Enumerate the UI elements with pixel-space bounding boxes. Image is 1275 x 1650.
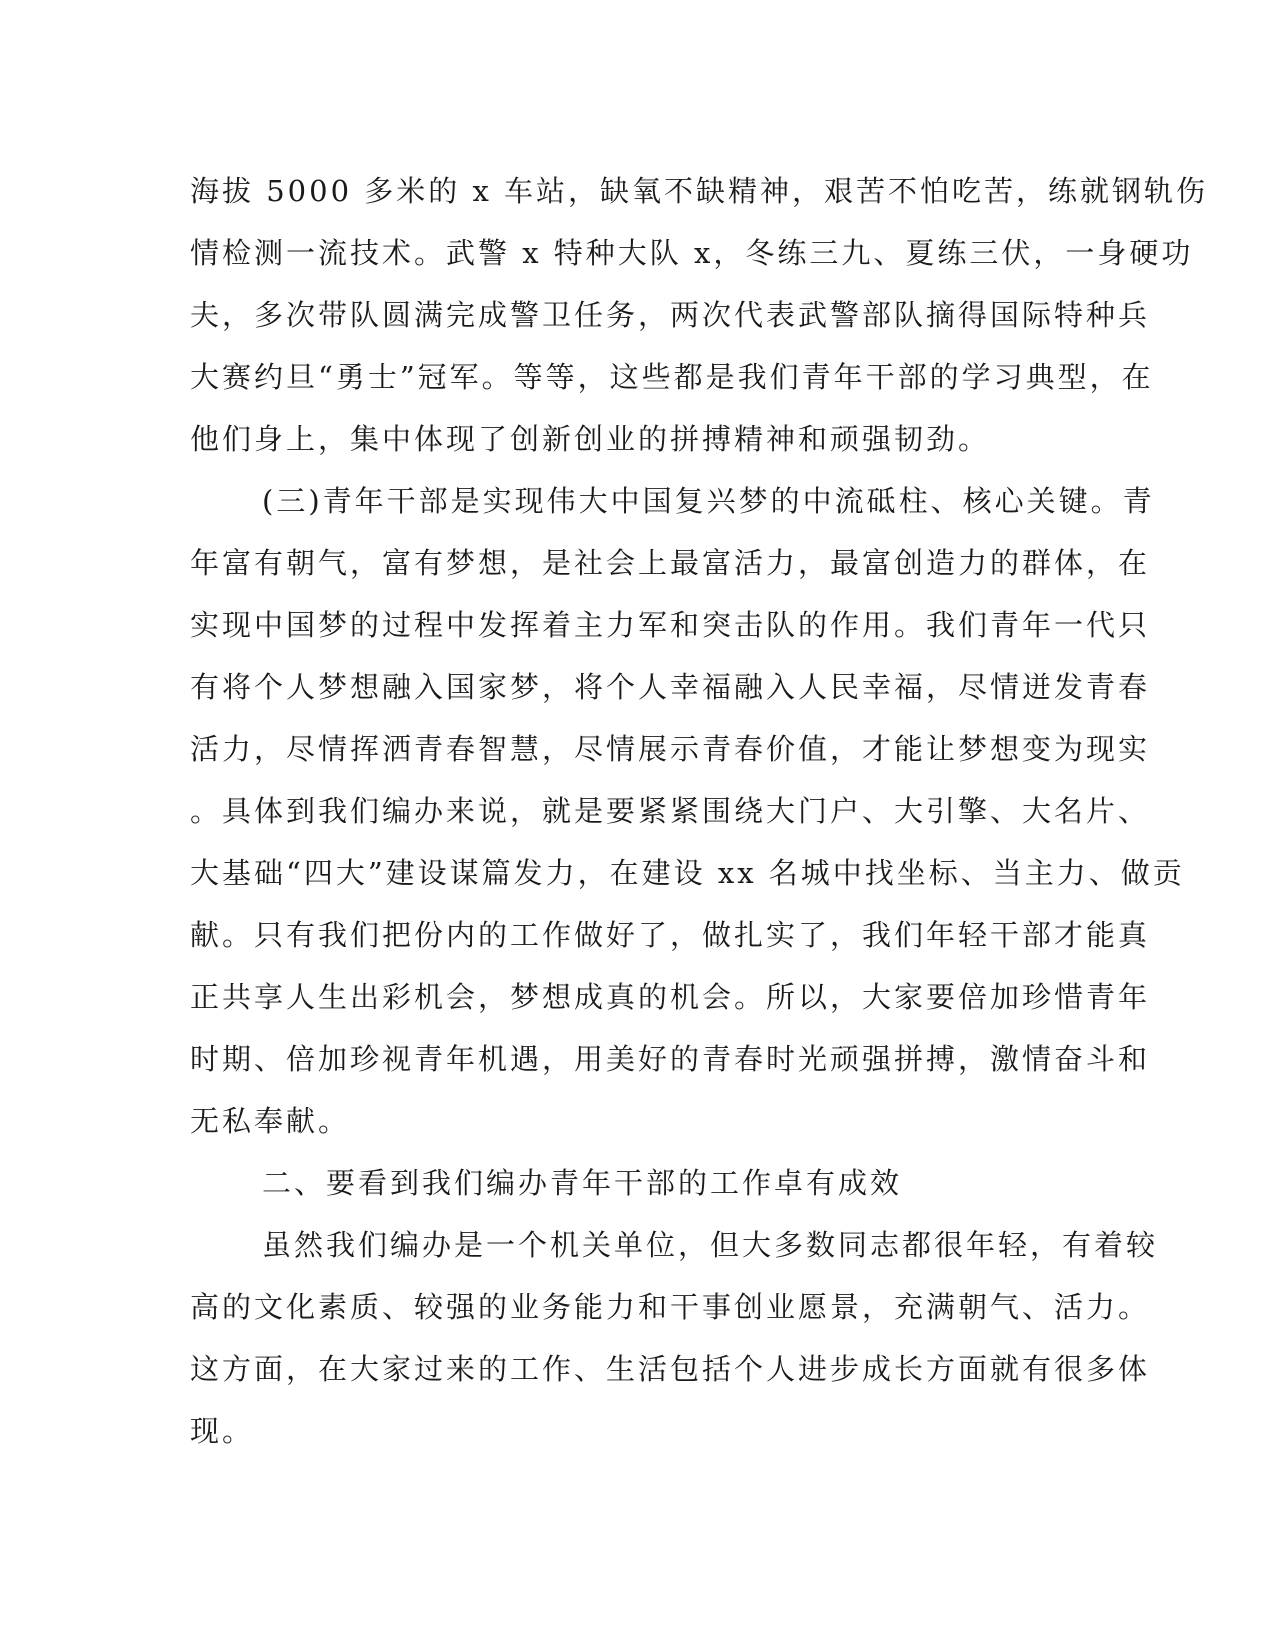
text-line: 他们身上，集中体现了创新创业的拼搏精神和顽强韧劲。: [190, 422, 991, 456]
text-line: 。具体到我们编办来说，就是要紧紧围绕大门户、大引擎、大名片、: [190, 794, 1151, 828]
text-line: 时期、倍加珍视青年机遇，用美好的青春时光顽强拼搏，激情奋斗和: [190, 1042, 1151, 1076]
text-line: 现。: [190, 1414, 255, 1448]
body-text: [190, 160, 1209, 1462]
text-line: 大基础“四大”建设谋篇发力，在建设 xx 名城中找坐标、当主力、做贡: [190, 856, 1185, 890]
paragraph-start-line: 虽然我们编办是一个机关单位，但大多数同志都很年轻，有着较: [262, 1228, 1159, 1262]
text-line: 情检测一流技术。武警 x 特种大队 x，冬练三九、夏练三伏，一身硬功: [190, 236, 1194, 270]
section-heading: 二、要看到我们编办青年干部的工作卓有成效: [262, 1166, 903, 1200]
text-line: 大赛约旦“勇士”冠军。等等，这些都是我们青年干部的学习典型，在: [190, 360, 1154, 394]
text-line: 年富有朝气，富有梦想，是社会上最富活力，最富创造力的群体，在: [190, 546, 1151, 580]
text-line: 高的文化素质、较强的业务能力和干事创业愿景，充满朝气、活力。: [190, 1290, 1151, 1324]
text-line: 实现中国梦的过程中发挥着主力军和突击队的作用。我们青年一代只: [190, 608, 1151, 642]
paragraph-heading-line: (三)青年干部是实现伟大中国复兴梦的中流砥柱、核心关键。青: [262, 484, 1155, 518]
text-line: 献。只有我们把份内的工作做好了，做扎实了，我们年轻干部才能真: [190, 918, 1151, 952]
text-line: 活力，尽情挥洒青春智慧，尽情展示青春价值，才能让梦想变为现实: [190, 732, 1151, 766]
text-line: 正共享人生出彩机会，梦想成真的机会。所以，大家要倍加珍惜青年: [190, 980, 1151, 1014]
text-line: 海拔 5000 多米的 x 车站，缺氧不缺精神，艰苦不怕吃苦，练就钢轨伤: [190, 174, 1209, 208]
text-line: 有将个人梦想融入国家梦，将个人幸福融入人民幸福，尽情迸发青春: [190, 670, 1151, 704]
text-line: 夫，多次带队圆满完成警卫任务，两次代表武警部队摘得国际特种兵: [190, 298, 1151, 332]
text-line: 这方面，在大家过来的工作、生活包括个人进步成长方面就有很多体: [190, 1352, 1151, 1386]
text-line: 无私奉献。: [190, 1104, 351, 1138]
